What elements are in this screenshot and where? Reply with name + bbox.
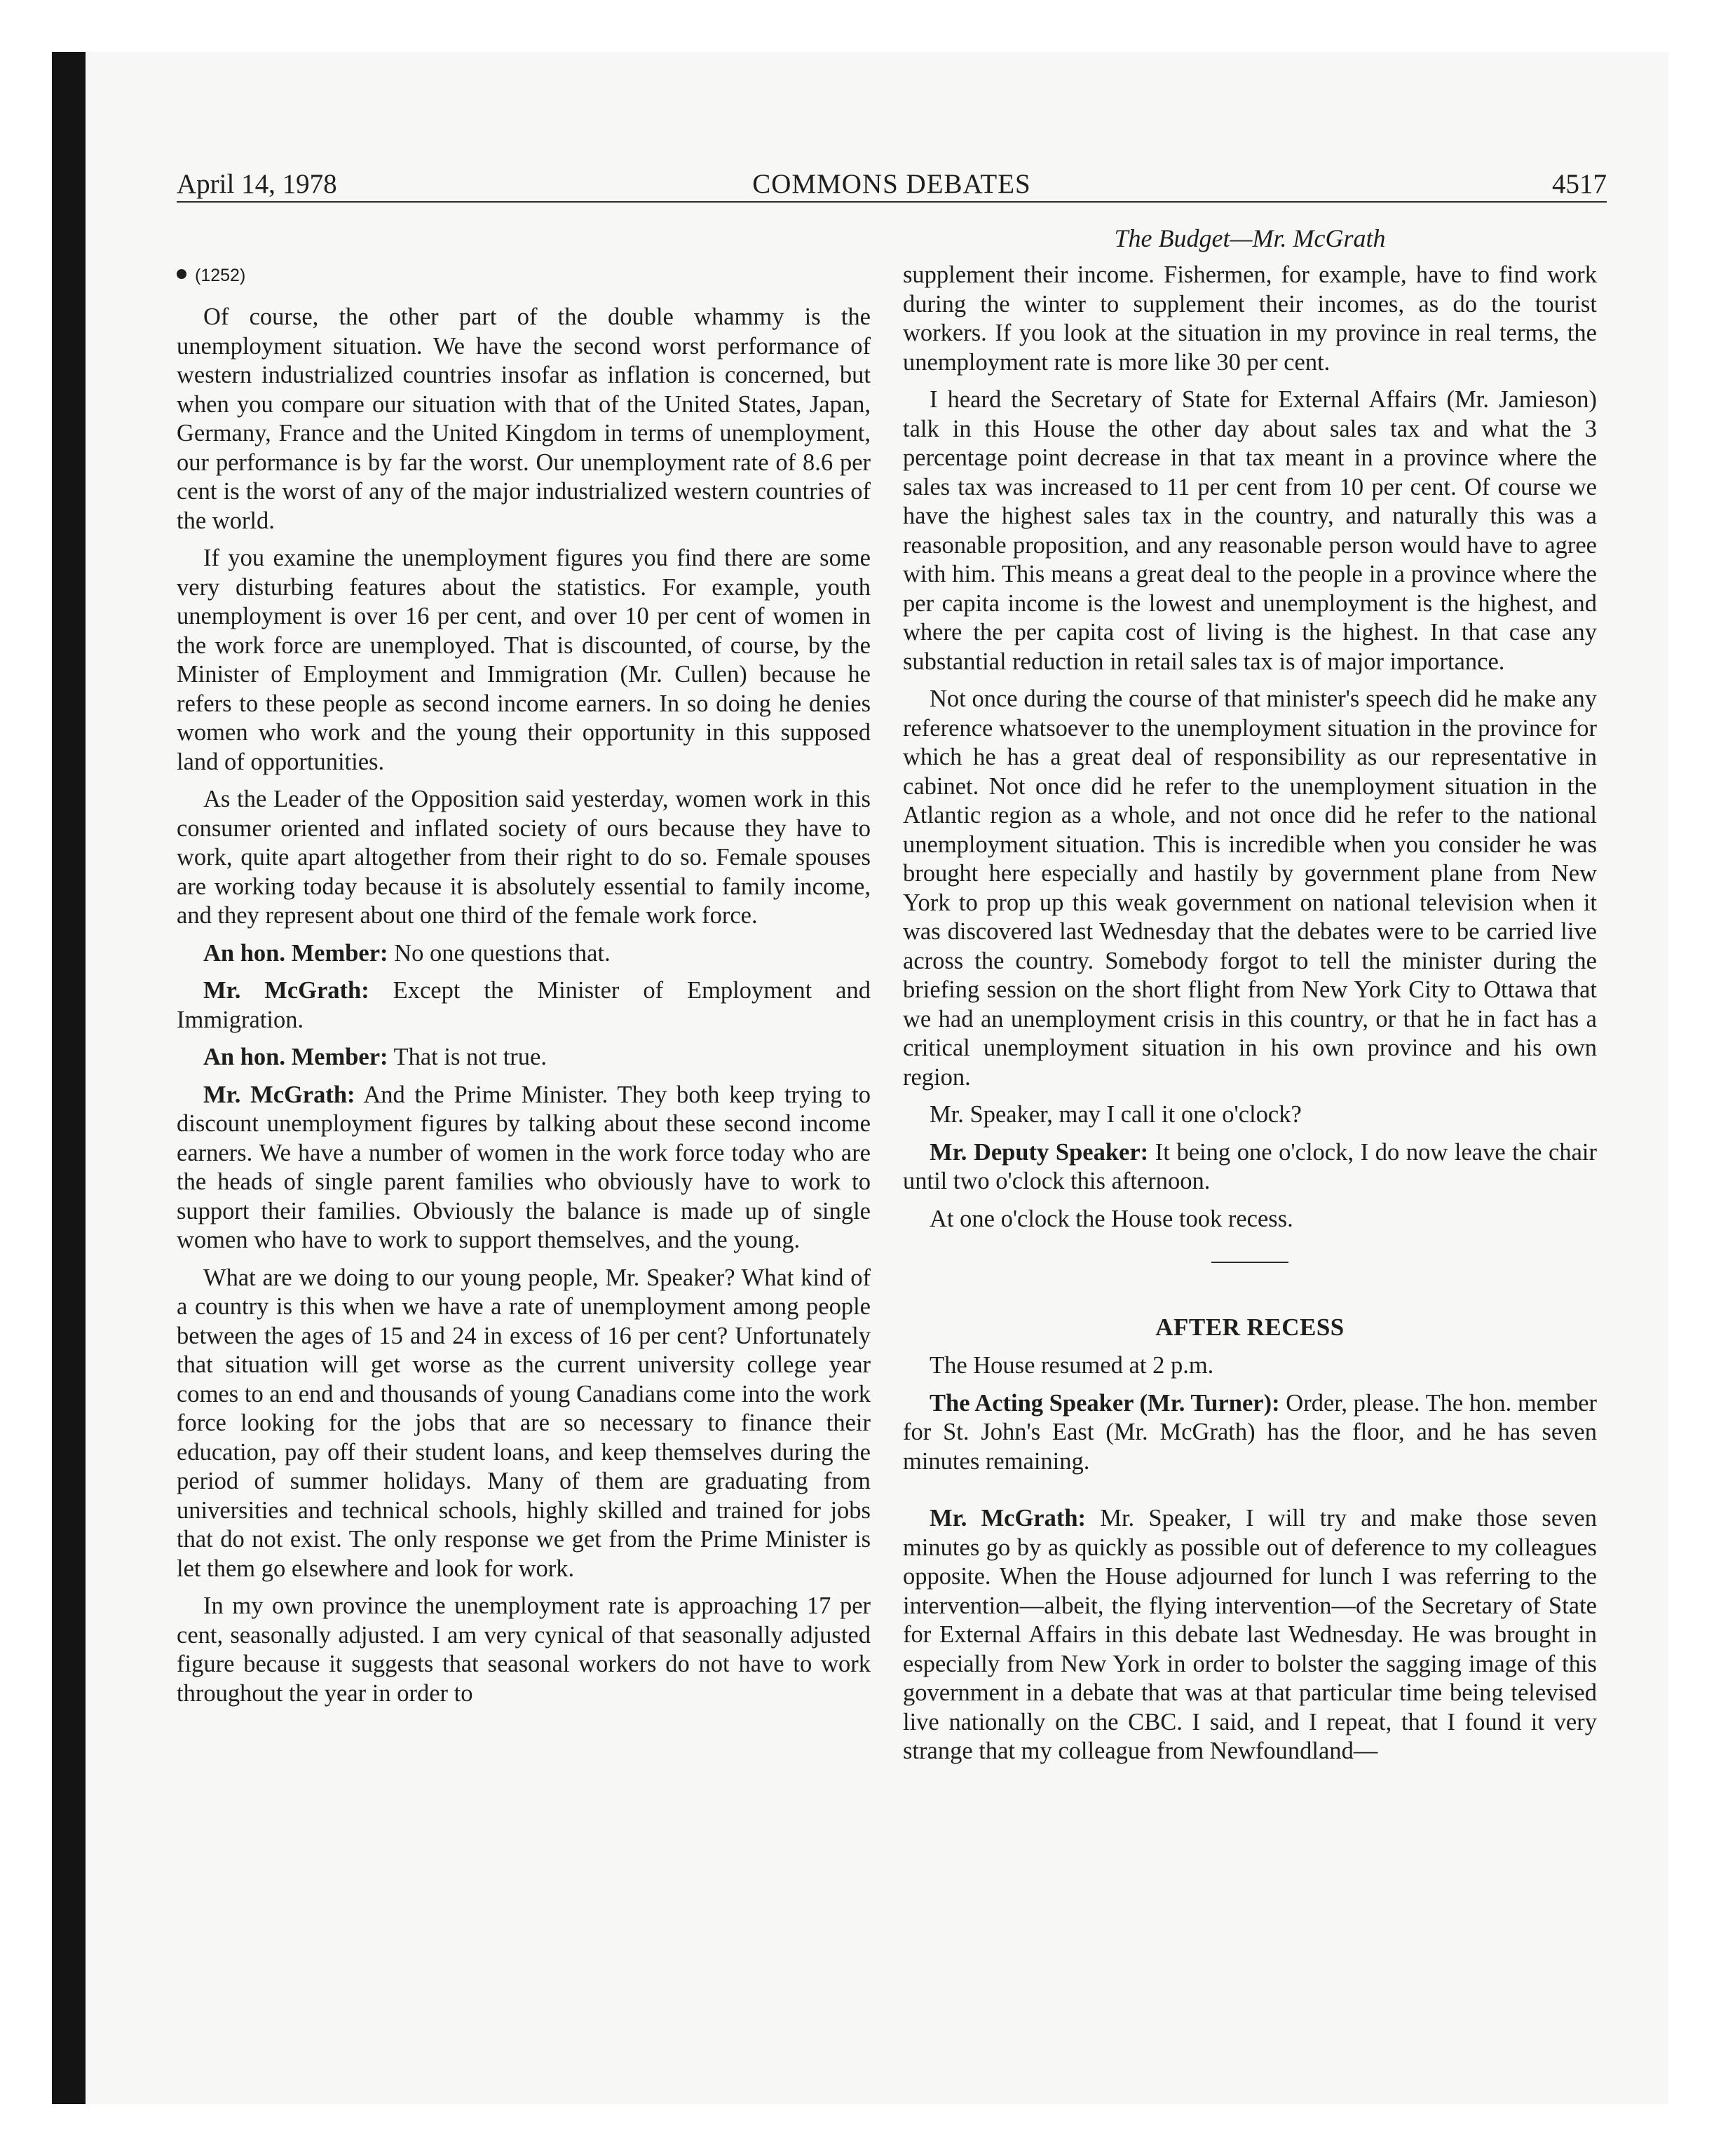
paragraph — [177, 1081, 871, 1255]
speaker-label: Mr. McGrath: — [203, 977, 369, 1004]
running-header — [177, 167, 1607, 202]
paragraph-text: Mr. Speaker, I will try and make those seven minutes go by as quickly as possible out of deference to my colleagues opposite. When the House adjourned for lunch I was referring to the intervention—albeit, the flying intervention—of the Secretary of State for External Affairs in this debate last Wednesday. He was brought in especially from New York in order to bolster the sagging image of this government in a debate that was at that particular time being televised live nationally on the CBC. I said, and I repeat, that I found it very strange that my colleague from Newfoundland— — [903, 1505, 1597, 1764]
closing-paragraph — [903, 1504, 1597, 1766]
paragraph-text: Mr. Speaker, may I call it one o'clock? — [930, 1101, 1302, 1128]
section-heading: AFTER RECESS — [1155, 1314, 1345, 1341]
paragraph — [177, 1592, 871, 1708]
bullet-icon — [177, 269, 186, 279]
paragraph — [177, 1043, 871, 1072]
resumed-text: The House resumed at 2 p.m. — [930, 1352, 1214, 1379]
speaker-name: Mr. Turner — [1148, 1389, 1264, 1417]
header-rule — [177, 201, 1607, 203]
left-column — [177, 264, 871, 1717]
paragraph — [177, 1264, 871, 1584]
section-separator — [1211, 1262, 1288, 1263]
paragraph — [903, 386, 1597, 676]
paragraph-text: I heard the Secretary of State for External Affairs (Mr. Jamieson) talk in this House the other day about sales tax and what the 3 percentage point decrease in that tax meant in a province where the sales tax was increased to 11 per cent from 10 per cent. Of course we have the highest sales tax in the country, and naturally this was a reasonable proposition, and any reasonable person would have to agree with him. This means a great deal to the people in a province where the per capita income is the lowest and unemployment is the highest, and where the per capita cost of living is the highest. In that case any substantial reduction in retail sales tax is of major importance. — [903, 386, 1597, 675]
speaker-label: Mr. McGrath: — [930, 1505, 1087, 1531]
paragraph — [903, 685, 1597, 1092]
speaker-label: An hon. Member: — [203, 1044, 388, 1070]
timestamp-text: (1252) — [195, 266, 246, 285]
left-paragraphs — [177, 303, 871, 1708]
paragraph-text: It being one o'clock, I do now leave the chair until two o'clock this afternoon. — [903, 1138, 1597, 1194]
paragraph-text: At one o'clock the House took recess. — [930, 1205, 1293, 1232]
speaker-label: Mr. Deputy Speaker: — [930, 1138, 1149, 1166]
right-paragraphs — [903, 261, 1597, 1234]
paragraph-text: Of course, the other part of the double whammy is the unemployment situation. We have the second worst performance of western industrialized countries insofar as inflation is concerned, but when you compare our situation with that of the United States, Japan, Germany, France and the United Kingdom in terms of unemployment, our performance is by far the worst. Our unemployment rate of 8.6 per cent is the worst of any of the major industrialized western countries of the world. — [177, 303, 871, 534]
paragraph-text: In my own province the unemployment rate is approaching 17 per cent, seasonally adjusted. I am very cynical of that seasonally adjusted figure because it suggests that seasonal workers do not have to work throughout the year in order to — [177, 1592, 871, 1707]
paragraph — [177, 544, 871, 777]
paragraph-text: What are we doing to our young people, Mr. Speaker? What kind of a country is this when we have a rate of unemployment among people between the ages of 15 and 24 in excess of 16 per cent? Unfortunately that situation will get worse as the current university college year comes to an end and thousands of young Canadians come into the work force looking for the jobs that are so necessary to finance their education, pay off their student loans, and keep themselves during the period of summer holidays. Many of them are graduating from universities and technical schools, highly skilled and trained for jobs that do not exist. The only response we get from the Prime Minister is let them go elsewhere and look for work. — [177, 1264, 871, 1582]
speaker-label: Mr. McGrath: — [203, 1081, 355, 1108]
paragraph-text: supplement their income. Fishermen, for example, have to find work during the winter to supplement their incomes, as do the tourist workers. If you look at the situation in my province in real terms, the unemployment rate is more like 30 per cent. — [903, 261, 1597, 376]
paragraph — [177, 976, 871, 1035]
paragraph-text: Not once during the course of that minister's speech did he make any reference whatsoever to the unemployment situation in the province for which he has a great deal of responsibility as our representative in cabinet. Not once did he refer to the unemployment situation in the Atlantic region as a whole, and not once did he refer to the national unemployment situation. This is incredible when you consider he was brought here especially and hastily by government plane from New York to prop up this weak government on national television when it was discovered last Wednesday that the debates were to be carried live across the country. Somebody forgot to tell the minister during the briefing session on the short flight from New York City to Ottawa that we had an unemployment crisis in this country, or that he in fact has a critical unemployment situation in his own province and his own region. — [903, 685, 1597, 1091]
paragraph-gap — [903, 1485, 1597, 1504]
timestamp-marker — [177, 264, 871, 287]
paragraph — [903, 1100, 1597, 1130]
right-column — [903, 261, 1597, 1775]
paragraph-text: And the Prime Minister. They both keep trying to discount unemployment figures by talking about these second income earners. We have a number of women in the work force today who are the heads of single parent families who obviously have to work to support their families. Obviously the balance is made up of single women who have to work to support themselves, and the young. — [177, 1081, 871, 1253]
paragraph — [177, 785, 871, 931]
header-publication: COMMONS DEBATES — [752, 169, 1031, 199]
speaker-label: The Acting Speaker ( — [930, 1389, 1148, 1417]
binding-shadow — [52, 52, 86, 2104]
paragraph — [903, 261, 1597, 377]
acting-speaker-paragraph — [903, 1389, 1597, 1477]
paragraph-text: That is not true. — [388, 1044, 547, 1070]
paragraph — [177, 303, 871, 535]
paragraph-text: Order, please. The hon. member for St. John's East (Mr. McGrath) has the floor, and he has seven minutes remaining. — [903, 1389, 1597, 1475]
speaker-label: An hon. Member: — [203, 939, 388, 967]
paragraph — [903, 1138, 1597, 1196]
paragraph-text: No one questions that. — [388, 939, 611, 967]
paragraph — [177, 939, 871, 969]
paragraph — [903, 1205, 1597, 1234]
header-page-number: 4517 — [1552, 169, 1607, 199]
paragraph-text: Except the Minister of Employment and Immigration. — [177, 977, 871, 1033]
speaker-label-close: ): — [1263, 1389, 1280, 1417]
header-date: April 14, 1978 — [177, 169, 337, 199]
paragraph-text: As the Leader of the Opposition said yesterday, women work in this consumer oriented and inflated society of ours because they have to work, quite apart altogether from their right to do so. Female spouses are working today because it is absolutely essential to family income, and they represent about one third of the female work force. — [177, 786, 871, 929]
section-subtitle: The Budget—Mr. McGrath — [1114, 224, 1386, 252]
paragraph-text: If you examine the unemployment figures you find there are some very disturbing features about the statistics. For example, youth unemployment is over 16 per cent, and over 10 per cent of women in the work force are unemployed. That is discounted, of course, by the Minister of Employment and Immigration (Mr. Cullen) because he refers to these people as second income earners. In so doing he denies women who work and the young their opportunity in this supposed land of opportunities. — [177, 545, 871, 775]
